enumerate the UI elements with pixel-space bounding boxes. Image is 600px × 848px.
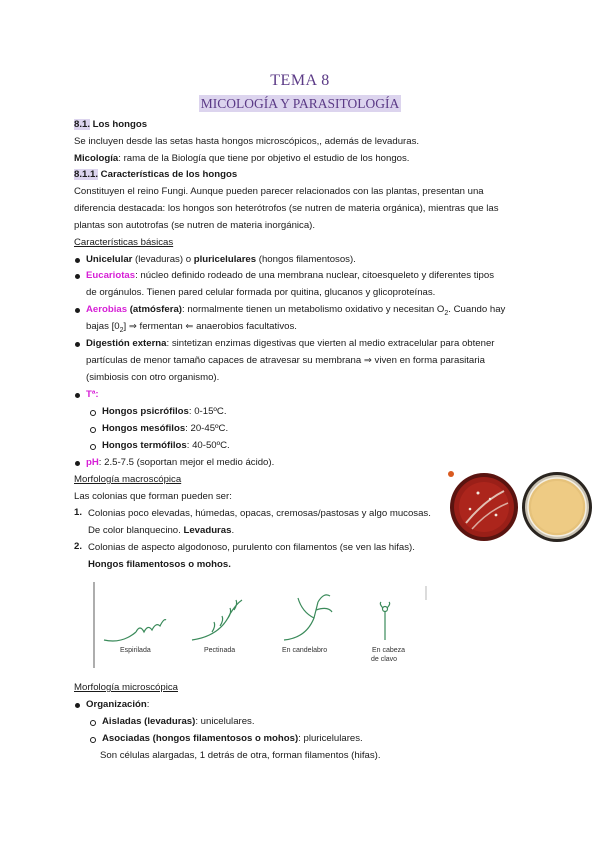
section-8-1: 8.1. Los hongos — [74, 119, 148, 130]
bullet-digestion: Digestión externa: sintetizan enzimas digestivas que vierten al medio extracelular para obtener — [86, 338, 495, 349]
label-clavo: de clavo — [371, 656, 398, 663]
org-asociadas: Asociadas (hongos filamentosos o mohos): pluricelulares. — [102, 733, 363, 744]
bullet-ph: pH: 2.5-7.5 (soportan mejor el medio ácido). — [86, 457, 275, 468]
sub-bullet-icon — [90, 720, 96, 726]
colonias-mohos: Colonias de aspecto algodonoso, purulento con filamentos (se ven las hifas). — [88, 542, 415, 553]
bullet-aerobias-cont: bajas $[0_2]$ ⇒ fermentan ⇐ anaerobios facultativos. — [86, 321, 297, 334]
colonias-levaduras-cont: De color blanquecino. Levaduras. — [88, 525, 235, 536]
list-number: 2. — [74, 541, 83, 552]
bullet-digestion-cont2: (simbiosis con otro organismo). — [86, 372, 220, 383]
caract-line-3: plantas son autotrofas (se nutren de materia inorgánica). — [74, 220, 316, 231]
pectinada-drawing — [192, 600, 242, 640]
label-cabeza: En cabeza — [372, 647, 406, 654]
bullet-icon — [75, 342, 80, 347]
bullet-organizacion: Organización: — [86, 699, 150, 710]
colonias-levaduras: Colonias poco elevadas, húmedas, opacas, cremosas/pastosas y algo mucosas. — [88, 508, 431, 519]
bullet-temperatura: Tª: — [86, 389, 99, 400]
intro-text: Se incluyen desde las setas hasta hongos microscópicos,, además de levaduras. — [74, 136, 420, 147]
caract-line-2: diferencia destacada: los hongos son heterótrofos (se nutren de materia orgánica), mientras que las — [74, 203, 499, 214]
espirilada-drawing — [104, 620, 166, 641]
org-aisladas: Aisladas (levaduras): unicelulares. — [102, 716, 255, 727]
sub-bullet-icon — [90, 444, 96, 450]
bullet-icon — [75, 703, 80, 708]
bullet-icon — [75, 274, 80, 279]
bullet-icon — [75, 393, 80, 398]
micologia-definition: Micología: rama de la Biología que tiene por objetivo el estudio de los hongos. — [74, 153, 410, 164]
org-description: Son células alargadas, 1 detrás de otra, forman filamentos (hifas). — [100, 750, 381, 761]
basicas-heading: Características básicas — [74, 237, 174, 248]
conidiophore-diagram — [92, 582, 428, 668]
colonias-mohos-cont: Hongos filamentosos o mohos. — [88, 559, 231, 570]
label-candelabro: En candelabro — [282, 647, 328, 654]
candelabro-drawing — [284, 595, 332, 640]
bullet-eucariotas: Eucariotas: núcleo definido rodeado de una membrana nuclear, citoesqueleto y diferentes tipos — [86, 270, 494, 281]
label-pectinada: Pectinada — [204, 647, 236, 654]
sub-bullet-icon — [90, 737, 96, 743]
sub-bullet-icon — [90, 410, 96, 416]
temp-termofilos: Hongos termófilos: 40-50ºC. — [102, 440, 230, 451]
bullet-digestion-cont: partículas de menor tamaño capaces de atravesar su membrana ⇒ viven en forma parasitaria — [86, 355, 485, 366]
sub-bullet-icon — [90, 427, 96, 433]
micro-heading: Morfología microscópica — [74, 682, 178, 693]
bullet-icon — [75, 308, 80, 313]
page-title: TEMA 8 — [270, 72, 330, 89]
section-8-1-1: 8.1.1. Características de los hongos — [74, 169, 238, 180]
caract-line-1: Constituyen el reino Fungi. Aunque pueden parecer relacionados con las plantas, presentan una — [74, 186, 484, 197]
macro-intro: Las colonias que forman pueden ser: — [74, 491, 232, 502]
bullet-icon — [75, 258, 80, 263]
temp-mesofilos: Hongos mesófilos: 20-45ºC. — [102, 423, 229, 434]
list-number: 1. — [74, 507, 83, 518]
petri-dish-photo — [448, 471, 594, 543]
cabeza-de-clavo-drawing — [380, 602, 389, 640]
bullet-aerobias: Aerobias (atmósfera): normalmente tienen un metabolismo oxidativo y necesitan $O_2$. Cuando hay — [86, 304, 506, 317]
macro-heading: Morfología macroscópica — [74, 474, 182, 485]
bullet-unicelular: Unicelular (levaduras) o pluricelulares (hongos filamentosos). — [86, 254, 356, 265]
label-espirilada: Espirilada — [120, 647, 151, 654]
page-subtitle: MICOLOGÍA Y PARASITOLOGÍA — [200, 96, 400, 111]
temp-psicrofilos: Hongos psicrófilos: 0-15ºC. — [102, 406, 227, 417]
bullet-eucariotas-cont: de orgánulos. Tienen pared celular formada por quitina, glucanos y glicoproteínas. — [86, 287, 436, 298]
bullet-icon — [75, 461, 80, 466]
